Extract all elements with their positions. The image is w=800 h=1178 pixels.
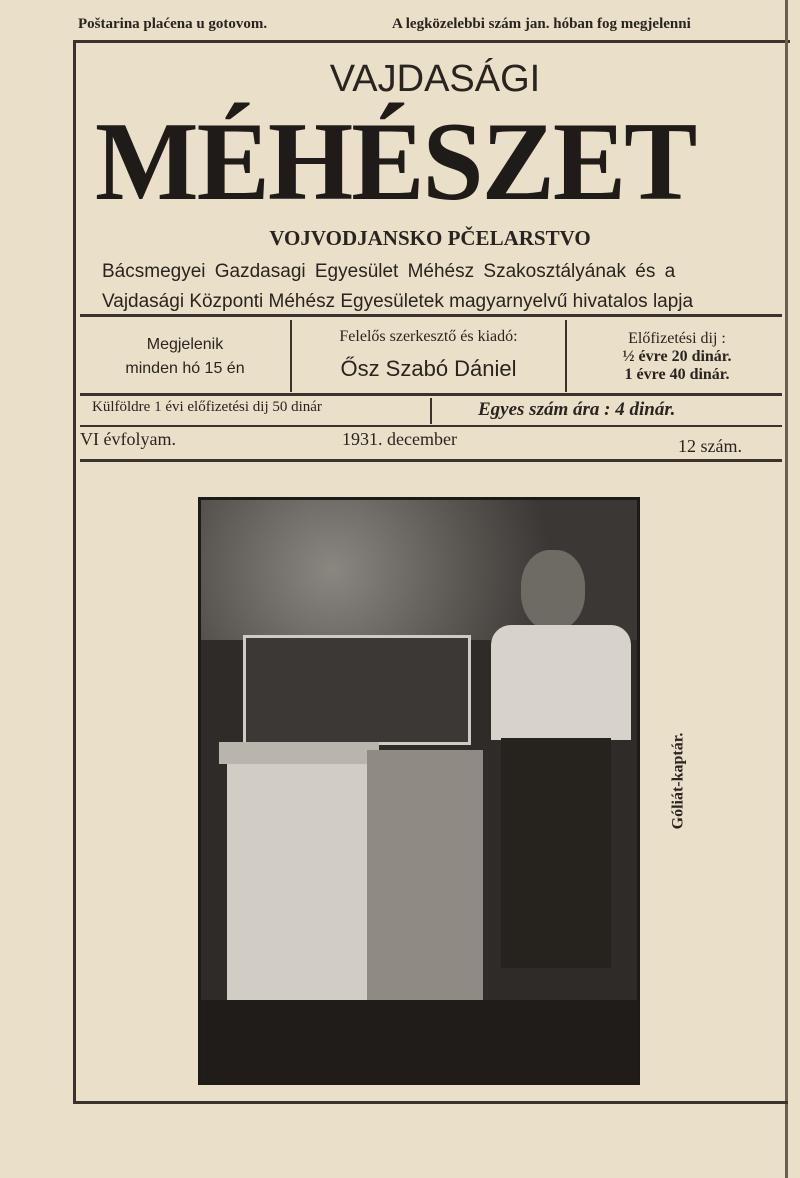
volume: VI évfolyam. bbox=[80, 429, 176, 449]
divider bbox=[80, 425, 782, 427]
issue-number: 12 szám. bbox=[678, 436, 742, 456]
subscription-block bbox=[567, 330, 787, 384]
frame-left bbox=[73, 40, 76, 1102]
photo-ground bbox=[201, 1000, 637, 1085]
beekeeper-head bbox=[521, 550, 585, 630]
subscription-half: ½ évre 20 dinár. bbox=[622, 348, 732, 365]
divider bbox=[80, 314, 782, 317]
single-price: Egyes szám ára : 4 dinár. bbox=[478, 399, 676, 420]
masthead-kicker: VAJDASÁGI bbox=[329, 58, 541, 100]
appears-label: Megjelenik bbox=[146, 336, 224, 353]
divider bbox=[80, 393, 782, 396]
appears-value: minden hó 15 én bbox=[125, 360, 245, 377]
divider bbox=[75, 40, 790, 43]
beehive-photo bbox=[198, 497, 640, 1085]
postage-note: Poštarina plaćena u gotovom. bbox=[78, 16, 268, 32]
masthead-title: MÉHÉSZET bbox=[95, 100, 696, 224]
beekeeper-shirt bbox=[491, 625, 631, 740]
masthead-line2: Vajdasági Központi Méhész Egyesületek magyarnyelvű hivatalos lapja bbox=[102, 291, 694, 312]
hive-box-front bbox=[227, 764, 367, 1004]
masthead-line1: Bácsmegyei Gazdasagi Egyesület Méhész Szakosztályának és a bbox=[102, 261, 676, 282]
subscription-label: Előfizetési dij : bbox=[628, 330, 726, 347]
divider bbox=[73, 1101, 788, 1104]
divider bbox=[80, 459, 782, 462]
masthead-subtitle: VOJVODJANSKO PČELARSTVO bbox=[269, 226, 591, 250]
editor-name: Ősz Szabó Dániel bbox=[340, 356, 517, 381]
beekeeper-trousers bbox=[501, 738, 611, 968]
appears-block bbox=[80, 333, 290, 381]
hive-frame bbox=[243, 635, 471, 745]
hive-box-side bbox=[367, 750, 483, 1000]
editor-label: Felelős szerkesztő és kiadó: bbox=[339, 328, 518, 345]
subscription-full: 1 évre 40 dinár. bbox=[624, 366, 730, 383]
photo-caption: Góliát-kaptár. bbox=[669, 732, 687, 830]
next-issue-note: A legközelebbi szám jan. hóban fog megjelenni bbox=[392, 16, 691, 32]
frame-right bbox=[785, 0, 788, 1178]
hive-lid bbox=[219, 742, 379, 764]
foreign-subscription: Külföldre 1 évi előfizetési dij 50 dinár bbox=[92, 399, 322, 415]
divider bbox=[430, 398, 432, 424]
issue-date: 1931. december bbox=[342, 429, 457, 449]
